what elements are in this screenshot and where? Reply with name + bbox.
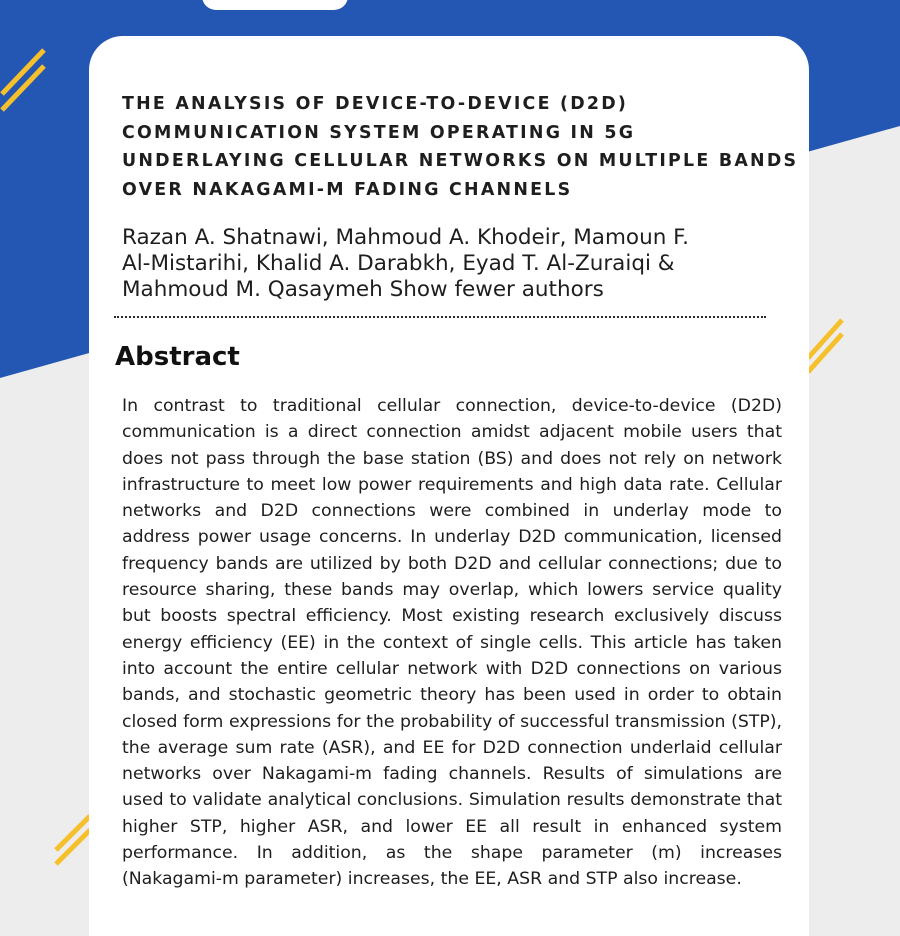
paper-authors: Razan A. Shatnawi, Mahmoud A. Khodeir, Mamoun F. Al-Mistarihi, Khalid A. Darabkh, Eyad T. Al-Zuraiqi & Mahmoud M. Qasaymeh Show fewer authors: [122, 225, 689, 302]
paper-title: THE ANALYSIS OF DEVICE-TO-DEVICE (D2D) COMMUNICATION SYSTEM OPERATING IN 5G UNDERLAYING CELLULAR NETWORKS ON MULTIPLE BANDS OVER NAKAGAMI-M FADING CHANNELS: [122, 94, 799, 200]
top-tab-shape: [202, 0, 348, 10]
abstract-text: In contrast to traditional cellular connection, device-to-device (D2D) communication is a direct connection amidst adjacent mobile users that does not pass through the base station (BS) and does not rely on network infrastructure to meet low power requirements and high data rate. Cellular networks and D2D connections were combined in underlay mode to address power usage concerns. In underlay D2D communication, licensed frequency bands are utilized by both D2D and cellular connections; due to resource sharing, these bands may overlap, which lowers service quality but boosts spectral efficiency. Most existing research exclusively discuss energy efficiency (EE) in the context of single cells. This article has taken into account the entire cellular network with D2D connections on various bands, and stochastic geometric theory has been used in order to obtain closed form expressions for the probability of successful transmission (STP), the average sum rate (ASR), and EE for D2D connection underlaid cellular networks over Nakagami-m fading channels. Results of simulations are used to validate analytical conclusions. Simulation results demonstrate that higher STP, higher ASR, and lower EE all result in enhanced system performance. In addition, as the shape parameter (m) increases (Nakagami-m parameter) increases, the EE, ASR and STP also increase.: [122, 396, 782, 890]
dotted-divider: [114, 316, 766, 318]
abstract-heading: Abstract: [115, 342, 240, 372]
decorative-stripes-right: [804, 316, 848, 376]
decorative-stripes-top-left: [0, 44, 52, 114]
